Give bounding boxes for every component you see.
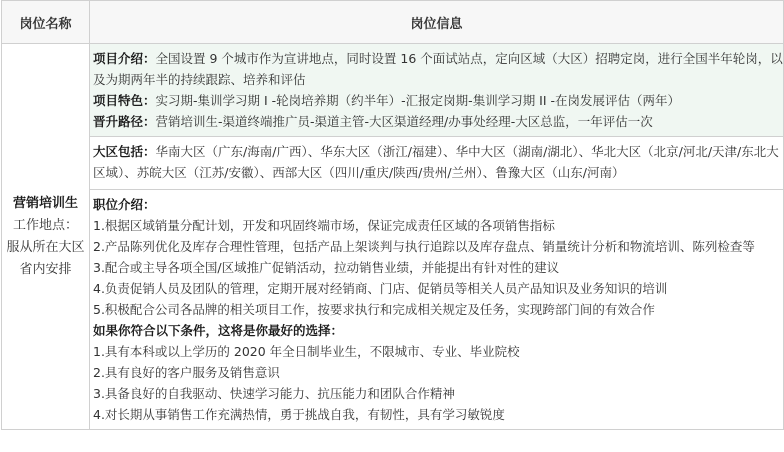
region-cell: [90, 137, 784, 190]
location-text: 服从所在大区省内安排: [6, 239, 85, 277]
header-position-name: 岗位名称: [2, 1, 90, 44]
promotion-path: [93, 111, 783, 132]
duty-item: 1.根据区域销量分配计划，开发和巩固终端市场，保证完成责任区域的各项销售指标: [93, 218, 555, 233]
table-row: [2, 44, 784, 137]
requirement-item: 4.对长期从事销售工作充满热情，勇于挑战自我，有韧性，具有学习敏锐度: [93, 407, 505, 422]
requirement-item: 3.具备良好的自我驱动、快速学习能力、抗压能力和团队合作精神: [93, 386, 455, 401]
location-label: 工作地点：: [12, 217, 78, 233]
header-position-info: 岗位信息: [90, 1, 784, 44]
job-table: [1, 0, 784, 430]
path-text: 营销培训生-渠道终端推广员-渠道主管-大区渠道经理/办事处经理-大区总监，一年评估一次: [155, 114, 653, 129]
position-cell: [2, 44, 90, 430]
project-info-cell: [90, 44, 784, 137]
duty-item: 3.配合或主导各项全国/区域推广促销活动，拉动销售业绩，并能提出有针对性的建议: [93, 260, 560, 275]
project-intro: [93, 48, 783, 90]
intro-text: 全国设置 9 个城市作为宣讲地点，同时设置 16 个面试站点，定向区域（大区）招聘定岗，进行全国半年轮岗，以及为期两年半的持续跟踪、培养和评估: [93, 51, 783, 87]
duty-cell: [90, 190, 784, 430]
table-header-row: [2, 1, 784, 44]
intro-label: 项目介绍：: [93, 51, 156, 66]
region-label: 大区包括：: [93, 144, 156, 159]
requirement-item: 2.具有良好的客户服务及销售意识: [93, 365, 280, 380]
feature-text: 实习期-集训学习期 I -轮岗培养期（约半年）-汇报定岗期-集训学习期 II -在岗发展评估（两年）: [155, 93, 681, 108]
project-feature: [93, 90, 783, 111]
region-text: 华南大区（广东/海南/广西）、华东大区（浙江/福建）、华中大区（湖南/湖北）、华北大区（北京/河北/天津/东北大区域）、苏皖大区（江苏/安徽）、西部大区（四川/重庆/陕西/贵州/兰州）、鲁豫大区（山东/河南）: [93, 144, 779, 180]
region-list: [93, 141, 783, 183]
duty-label: 职位介绍：: [93, 197, 156, 212]
table-row: [2, 190, 784, 430]
duty-item: 4.负责促销人员及团队的管理，定期开展对经销商、门店、促销员等相关人员产品知识及业务知识的培训: [93, 281, 668, 296]
requirement-item: 1.具有本科或以上学历的 2020 年全日制毕业生，不限城市、专业、毕业院校: [93, 344, 520, 359]
path-label: 晋升路径：: [93, 114, 156, 129]
requirement-label: 如果你符合以下条件，这将是你最好的选择：: [93, 323, 344, 338]
position-name: 营销培训生: [12, 195, 78, 211]
feature-label: 项目特色：: [93, 93, 156, 108]
table-row: [2, 137, 784, 190]
duty-item: 2.产品陈列优化及库存合理性管理，包括产品上架谈判与执行追踪以及库存盘点、销量统计分析和物流培训、陈列检查等: [93, 239, 755, 254]
duty-item: 5.积极配合公司各品牌的相关项目工作，按要求执行和完成相关规定及任务，实现跨部门间的有效合作: [93, 302, 655, 317]
